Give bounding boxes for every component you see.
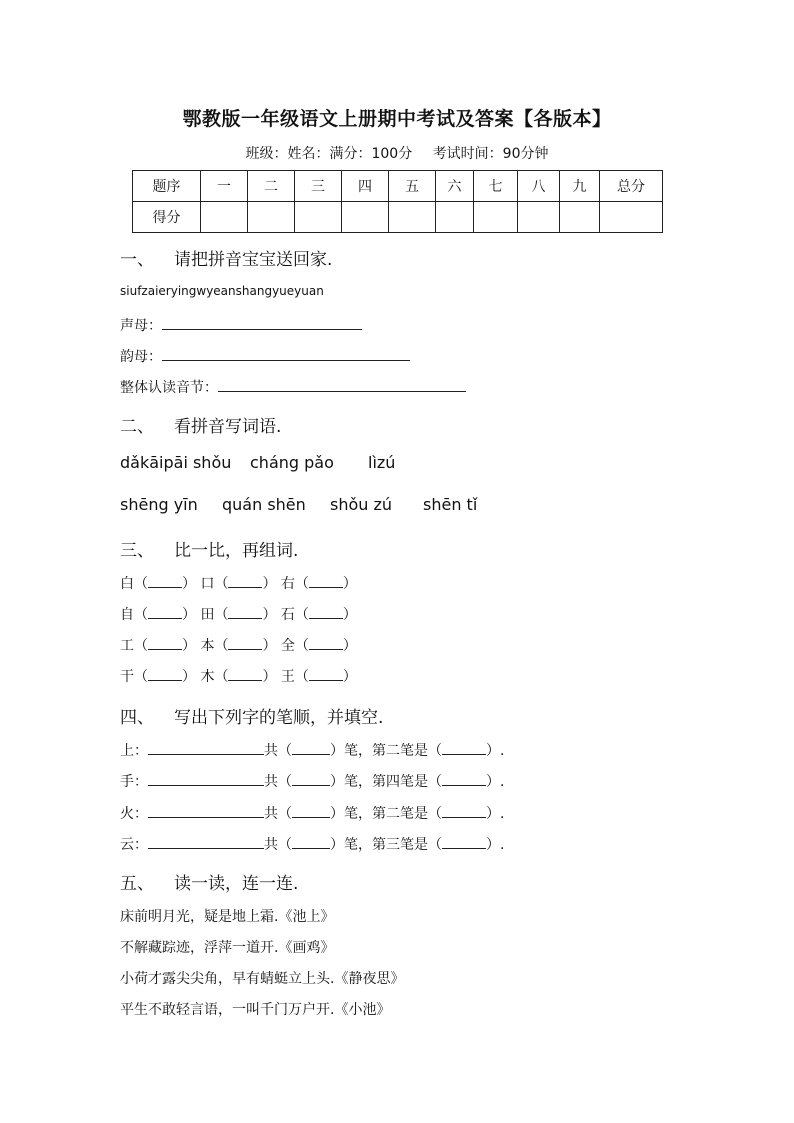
score-cell[interactable] [248,202,295,233]
close-paren: ） [262,576,277,592]
stroke-order-row [120,803,504,823]
stroke-order-blank[interactable] [148,835,264,849]
poem-line: 平生不敢轻言语，一叫千门万户开.《小池》 [120,1002,391,1018]
score-header-cell: 八 [518,171,560,202]
score-cell[interactable] [474,202,518,233]
compare-row [120,604,357,624]
stroke-count-blank[interactable] [292,835,330,849]
pinyin-word: shēng yīn [120,495,198,514]
close-paren: ） [182,607,196,623]
open-paren: （ [294,576,309,592]
pinyin-word: cháng pǎo [250,453,334,472]
close-paren: ） [342,607,357,623]
word-blank[interactable] [148,574,182,588]
close-paren: ） [182,669,196,685]
word-blank[interactable] [309,574,343,588]
compare-char: 工 [120,638,134,654]
stroke-char: 火： [120,806,148,822]
score-header-cell: 四 [342,171,389,202]
score-header-cell: 二 [248,171,295,202]
exam-time-info: 考试时间：90分钟 [432,146,549,162]
open-paren: （ [214,638,229,654]
yunmu-label: 韵母： [120,349,162,365]
section-number: 一、 [120,250,154,270]
score-cell[interactable] [436,202,474,233]
close-paren: ） [262,607,277,623]
word-blank[interactable] [148,636,182,650]
pinyin-word: dǎkāipāi shǒu [120,453,232,472]
pinyin-word: quán shēn [222,495,306,514]
shengmu-answer-line[interactable] [162,315,362,330]
section-3-heading [120,536,298,561]
section-number: 五、 [120,874,154,894]
compare-row [120,573,357,593]
score-cell[interactable] [295,202,342,233]
close-paren: ） [262,669,277,685]
compare-char: 木 [200,669,215,685]
pinyin-letters: siufzaieryingwyeanshangyueyuan [120,284,324,298]
close-paren: ） [342,576,357,592]
open-paren: （ [134,607,148,623]
stroke-char: 云： [120,837,148,853]
open-paren: （ [294,638,309,654]
compare-char: 田 [200,607,215,623]
stroke-nth-blank[interactable] [442,772,486,786]
stroke-order-blank[interactable] [148,741,264,755]
score-header-cell: 三 [295,171,342,202]
stroke-count-blank[interactable] [292,741,330,755]
word-blank[interactable] [148,605,182,619]
open-paren: （ [134,669,148,685]
stroke-order-row [120,834,504,854]
word-blank[interactable] [309,667,343,681]
score-row-label: 得分 [133,202,201,233]
stroke-suffix: ）. [486,774,505,790]
stroke-order-blank[interactable] [148,772,264,786]
section-1-heading [120,245,332,270]
score-header-cell: 九 [560,171,600,202]
compare-char: 右 [280,576,295,592]
stroke-char: 上： [120,743,148,759]
score-cell[interactable] [560,202,600,233]
score-table-header-row [133,171,663,202]
compare-char: 干 [120,669,134,685]
score-header-cell: 总分 [600,171,663,202]
stroke-order-row [120,740,504,760]
close-paren: ） [182,576,196,592]
shengmu-label: 声母： [120,318,162,334]
word-blank[interactable] [228,636,262,650]
word-blank[interactable] [228,605,262,619]
score-header-cell: 一 [201,171,248,202]
score-cell[interactable] [389,202,436,233]
word-blank[interactable] [228,667,262,681]
shengmu-row [120,315,362,335]
stroke-order-blank[interactable] [148,804,264,818]
poem-line: 小荷才露尖尖角，早有蜻蜓立上头.《静夜思》 [120,971,405,987]
zhengti-label: 整体认读音节： [120,380,218,396]
stroke-suffix: ）. [486,743,505,759]
word-blank[interactable] [148,667,182,681]
compare-char: 王 [280,669,295,685]
score-table [132,170,663,233]
yunmu-answer-line[interactable] [162,346,410,361]
stroke-char: 手： [120,774,148,790]
open-paren: （ [294,669,309,685]
pinyin-word: shēn tǐ [423,495,478,514]
word-blank[interactable] [309,605,343,619]
page-title: 鄂教版一年级语文上册期中考试及答案【各版本】 [182,108,612,130]
stroke-count-blank[interactable] [292,772,330,786]
score-header-cell: 题序 [133,171,201,202]
score-cell[interactable] [201,202,248,233]
compare-char: 自 [120,607,134,623]
poem-line: 床前明月光，疑是地上霜.《池上》 [120,909,335,925]
stroke-suffix: ）. [486,806,505,822]
open-paren: （ [134,638,148,654]
stroke-nth-prefix: ）笔，第三笔是（ [330,837,442,853]
poem-line: 不解藏踪迹，浮萍一道开.《画鸡》 [120,940,335,956]
section-number: 二、 [120,417,154,437]
pinyin-row-1 [120,453,395,472]
score-header-cell: 七 [474,171,518,202]
zhengti-row [120,377,466,397]
open-paren: （ [294,607,309,623]
stroke-count-prefix: 共（ [264,806,292,822]
class-name-score-info: 班级：姓名：满分：100分 [245,146,413,162]
close-paren: ） [342,638,357,654]
compare-char: 口 [200,576,215,592]
exam-info [0,143,794,163]
stroke-order-row [120,771,504,791]
score-header-cell: 六 [436,171,474,202]
open-paren: （ [214,576,229,592]
compare-row [120,635,357,655]
compare-char: 白 [120,576,134,592]
open-paren: （ [214,607,229,623]
word-blank[interactable] [228,574,262,588]
stroke-suffix: ）. [486,837,505,853]
section-number: 四、 [120,708,154,728]
close-paren: ） [262,638,277,654]
stroke-count-blank[interactable] [292,804,330,818]
pinyin-row-2 [120,495,477,514]
score-cell[interactable] [600,202,663,233]
section-number: 三、 [120,541,154,561]
zhengti-answer-line[interactable] [218,377,466,392]
stroke-count-prefix: 共（ [264,774,292,790]
score-header-cell: 五 [389,171,436,202]
compare-char: 本 [200,638,215,654]
stroke-nth-prefix: ）笔，第四笔是（ [330,774,442,790]
compare-row [120,666,357,686]
open-paren: （ [134,576,148,592]
stroke-nth-prefix: ）笔，第二笔是（ [330,806,442,822]
pinyin-word: lìzú [368,453,396,472]
score-cell[interactable] [342,202,389,233]
section-title: 比一比，再组词. [174,541,299,561]
pinyin-word: shǒu zú [330,495,393,514]
stroke-count-prefix: 共（ [264,837,292,853]
section-title: 请把拼音宝宝送回家. [174,250,333,270]
section-title: 读一读，连一连. [174,874,299,894]
section-5-heading [120,869,298,894]
score-table-score-row [133,202,663,233]
close-paren: ） [182,638,196,654]
stroke-nth-prefix: ）笔，第二笔是（ [330,743,442,759]
yunmu-row [120,346,410,366]
compare-char: 全 [280,638,295,654]
open-paren: （ [214,669,229,685]
section-title: 写出下列字的笔顺，并填空. [174,708,384,728]
section-2-heading [120,412,281,437]
section-4-heading [120,703,383,728]
stroke-nth-blank[interactable] [442,835,486,849]
stroke-count-prefix: 共（ [264,743,292,759]
close-paren: ） [342,669,357,685]
stroke-nth-blank[interactable] [442,804,486,818]
compare-char: 石 [280,607,295,623]
section-title: 看拼音写词语. [174,417,282,437]
word-blank[interactable] [309,636,343,650]
stroke-nth-blank[interactable] [442,741,486,755]
score-cell[interactable] [518,202,560,233]
